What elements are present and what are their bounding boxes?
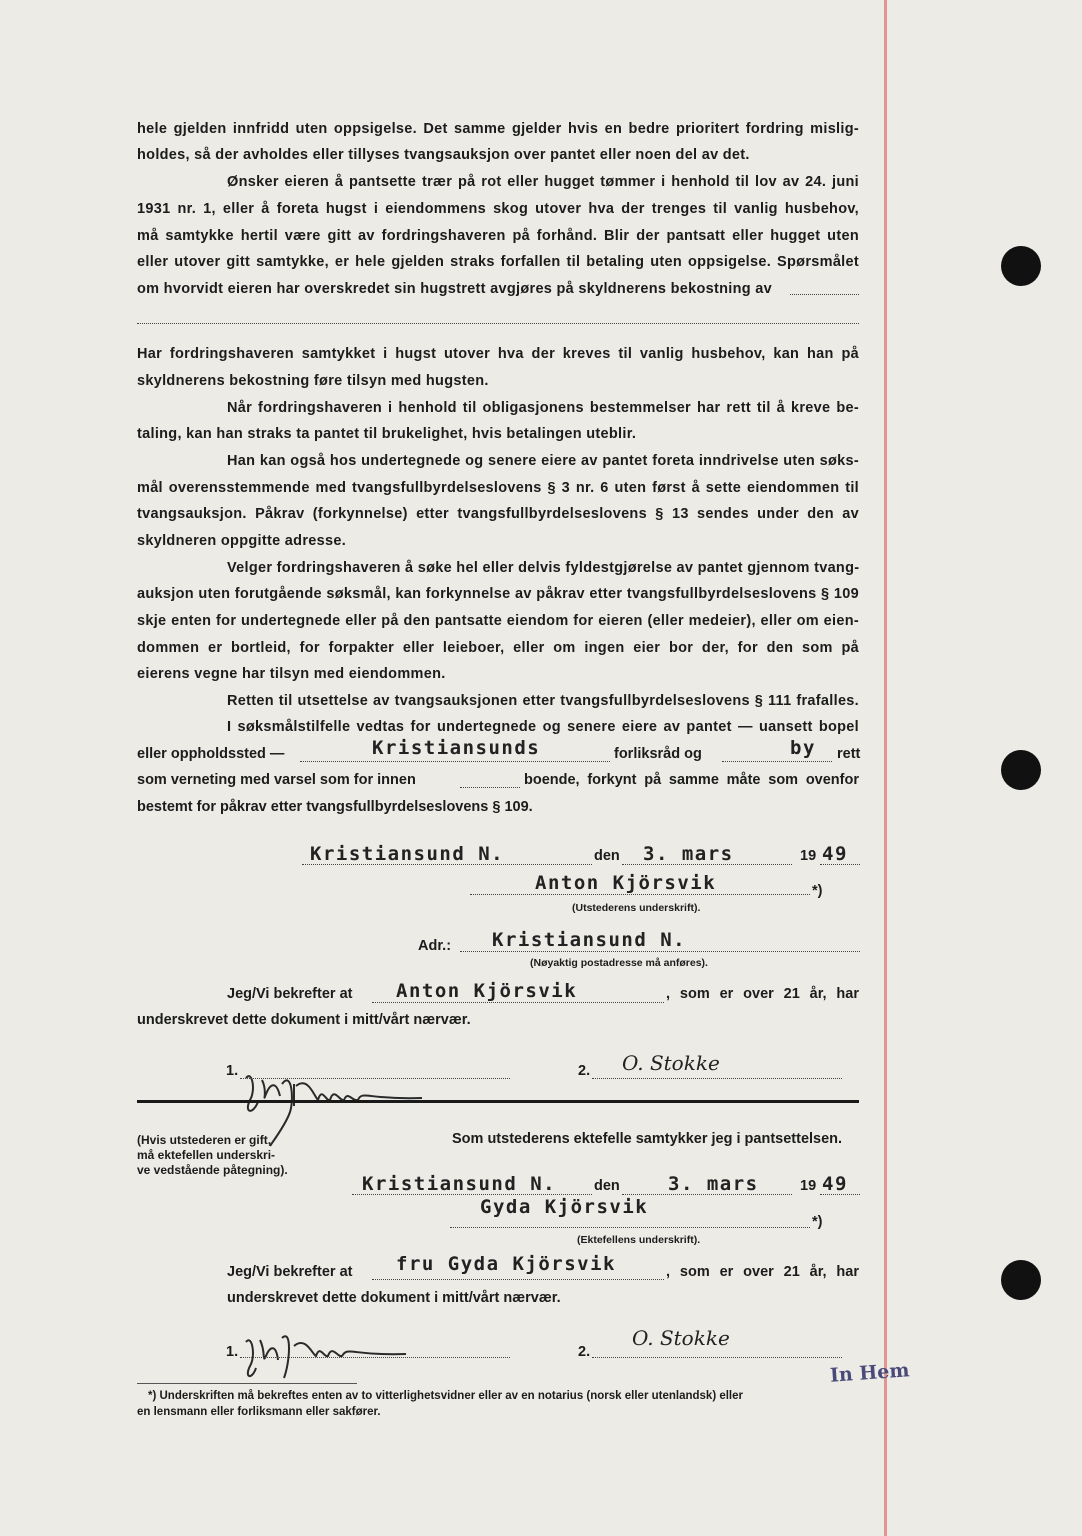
- body-line: eierens vegne har tilsyn med eiendommen.: [137, 666, 446, 682]
- witness-line: [592, 1078, 842, 1079]
- body-line: Har fordringshaveren samtykket i hugst utover hva der kreves til vanlig husbehov, kan han på: [137, 346, 859, 362]
- blank-line: [372, 1002, 664, 1003]
- body-line: Ønsker eieren å pantsette trær på rot eller hugget tømmer i henhold til lov av 24. juni: [227, 174, 859, 190]
- adr-label: Adr.:: [418, 938, 452, 954]
- issuer-signature: Anton Kjörsvik: [535, 872, 717, 894]
- address-line: [460, 951, 860, 952]
- spouse-note-line: ve vedstående påtegning).: [137, 1163, 288, 1177]
- spouse-note-line: (Hvis utstederen er gift,: [137, 1133, 272, 1147]
- venue-tail: rett: [837, 746, 861, 762]
- witness-line: [592, 1357, 842, 1358]
- body-line: skyldneren oppgitte adresse.: [137, 533, 347, 549]
- footnote-rule: [137, 1383, 357, 1384]
- footnote-line: en lensmann eller forliksmann eller sakfører.: [137, 1406, 381, 1418]
- issuer-year-prefix: 19: [800, 848, 817, 864]
- blank-line: [352, 1194, 592, 1195]
- issuer-date: 3. mars: [643, 843, 734, 865]
- punch-hole: [1001, 750, 1041, 790]
- witness1-lead: Jeg/Vi bekrefter at: [227, 986, 353, 1002]
- venue-line3: bestemt for påkrav etter tvangsfullbyrdelseslovens § 109.: [137, 799, 533, 815]
- body-line: mål overensstemmende med tvangsfullbyrdelseslovens § 3 nr. 6 uten først å sette eiendommen til: [137, 480, 859, 496]
- issuer-signature-caption: (Utstederens underskrift).: [572, 902, 701, 914]
- spouse-year-suffix: 49: [822, 1173, 848, 1195]
- issuer-place: Kristiansund N.: [310, 843, 505, 865]
- body-line: taling, kan han straks ta pantet til brukelighet, hvis betalingen uteblir.: [137, 426, 637, 442]
- body-line: må samtykke hertil være gitt av fordringshaveren på forhånd. Blir der pantsatt eller hugget uten: [137, 228, 859, 244]
- body-line: Velger fordringshaveren å søke hel eller delvis fyldestgjørelse av pantet gjennom tvang-: [227, 560, 860, 576]
- witness1-tail: , som er over 21 år, har: [666, 986, 859, 1002]
- signature-line: [450, 1227, 810, 1228]
- venue-lead: eller oppholdssted —: [137, 746, 285, 762]
- body-line: hele gjelden innfridd uten oppsigelse. Det samme gjelder hvis en bedre prioritert fordring mislig-: [137, 121, 859, 137]
- blank-line: [722, 761, 832, 762]
- witness2-signature-2: O. Stokke: [632, 1326, 730, 1350]
- witness2-handwritten-signature-1: [216, 1316, 476, 1388]
- witness1-number-2: 2.: [578, 1063, 591, 1079]
- witness2-tail: , som er over 21 år, har: [666, 1264, 859, 1280]
- body-line: holdes, så der avholdes eller tillyses tvangsauksjon over pantet eller noen del av det.: [137, 147, 750, 163]
- blank-line: [300, 761, 610, 762]
- spouse-year-prefix: 19: [800, 1178, 817, 1194]
- court-type: by: [790, 737, 816, 759]
- blank-line: [820, 864, 860, 865]
- issuer-star: *): [812, 883, 823, 899]
- spouse-date: 3. mars: [668, 1173, 759, 1195]
- witness2-name: fru Gyda Kjörsvik: [396, 1253, 616, 1275]
- body-line: tvangsauksjon. Påkrav (forkynnelse) etter tvangsfullbyrdelseslovens § 13 sendes under den av: [137, 506, 859, 522]
- issuer-address: Kristiansund N.: [492, 929, 687, 951]
- witness2-number-2: 2.: [578, 1344, 591, 1360]
- venue-line2-tail: boende, forkynt på samme måte som ovenfor: [524, 772, 859, 788]
- body-line: I søksmålstilfelle vedtas for undertegnede og senere eiere av pantet — uansett bopel: [227, 719, 859, 735]
- spouse-den: den: [594, 1178, 620, 1194]
- spouse-consent: Som utstederens ektefelle samtykker jeg i pantsettelsen.: [452, 1131, 843, 1147]
- body-line: skje enten for undertegnede eller på den pantsatte eiendom for eieren (eller medeier), eller om eien-: [137, 613, 859, 629]
- blank-line: [372, 1279, 664, 1280]
- witness1-line2: underskrevet dette dokument i mitt/vårt nærvær.: [137, 1012, 471, 1028]
- punch-hole: [1001, 246, 1041, 286]
- body-line: skyldnerens bekostning føre tilsyn med hugsten.: [137, 373, 489, 389]
- body-line: Han kan også hos undertegnede og senere eiere av pantet foreta inndrivelse uten søks-: [227, 453, 859, 469]
- blank-line: [790, 294, 859, 295]
- spouse-star: *): [812, 1214, 823, 1230]
- blank-line: [302, 864, 592, 865]
- signature-line: [470, 894, 810, 895]
- witness1-name: Anton Kjörsvik: [396, 980, 578, 1002]
- witness-line: [240, 1078, 510, 1079]
- body-line: om hvorvidt eieren har overskredet sin hugstrett avgjøres på skyldnerens bekostning av: [137, 281, 772, 297]
- address-caption: (Nøyaktig postadresse må anføres).: [530, 957, 708, 969]
- blank-line: [820, 1194, 860, 1195]
- witness1-signature-2: O. Stokke: [622, 1051, 720, 1075]
- body-line: Når fordringshaveren i henhold til obligasjonens bestemmelser har rett til å kreve be-: [227, 400, 859, 416]
- body-line: auksjon uten forutgående søksmål, kan forkynnelse av påkrav etter tvangsfullbyrdelseslovens § 109: [137, 586, 859, 602]
- blank-line: [622, 1194, 792, 1195]
- body-line: dommen er bortleid, for forpakter eller leieboer, eller om ingen eier bor der, for den som på: [137, 640, 859, 656]
- venue-line2: som verneting med varsel som for innen: [137, 772, 416, 788]
- venue-middle: forliksråd og: [614, 746, 702, 762]
- witness1-number-1: 1.: [226, 1063, 239, 1079]
- registration-stamp: In Hem: [829, 1359, 911, 1387]
- spouse-note-line: må ektefellen underskri-: [137, 1148, 276, 1162]
- issuer-den: den: [594, 848, 620, 864]
- issuer-year-suffix: 49: [822, 843, 848, 865]
- blank-line: [137, 323, 859, 324]
- blank-line: [622, 864, 792, 865]
- body-line: eller utover gitt samtykke, er hele gjelden straks forfallen til betaling uten oppsigelse. Spørsmålet: [137, 254, 859, 270]
- witness2-number-1: 1.: [226, 1344, 239, 1360]
- witness-line: [240, 1357, 510, 1358]
- body-line: Retten til utsettelse av tvangsauksjonen etter tvangsfullbyrdelseslovens § 111 frafalles.: [227, 693, 859, 709]
- margin-line: [884, 0, 887, 1536]
- body-line: 1931 nr. 1, eller å foreta hugst i eiendommens skog utover hva der trenges til vanlig husbehov,: [137, 201, 859, 217]
- section-divider: [137, 1100, 859, 1103]
- witness2-line2: underskrevet dette dokument i mitt/vårt nærvær.: [227, 1290, 561, 1306]
- footnote-line: *) Underskriften må bekreftes enten av to vitterlighetsvidner eller av en notarius (norsk eller utenlandsk) eller: [148, 1390, 743, 1402]
- spouse-signature: Gyda Kjörsvik: [480, 1196, 649, 1218]
- spouse-place: Kristiansund N.: [362, 1173, 557, 1195]
- punch-hole: [1001, 1260, 1041, 1300]
- spouse-signature-caption: (Ektefellens underskrift).: [577, 1234, 701, 1246]
- witness2-lead: Jeg/Vi bekrefter at: [227, 1264, 353, 1280]
- blank-line: [460, 787, 520, 788]
- court-name: Kristiansunds: [372, 737, 541, 759]
